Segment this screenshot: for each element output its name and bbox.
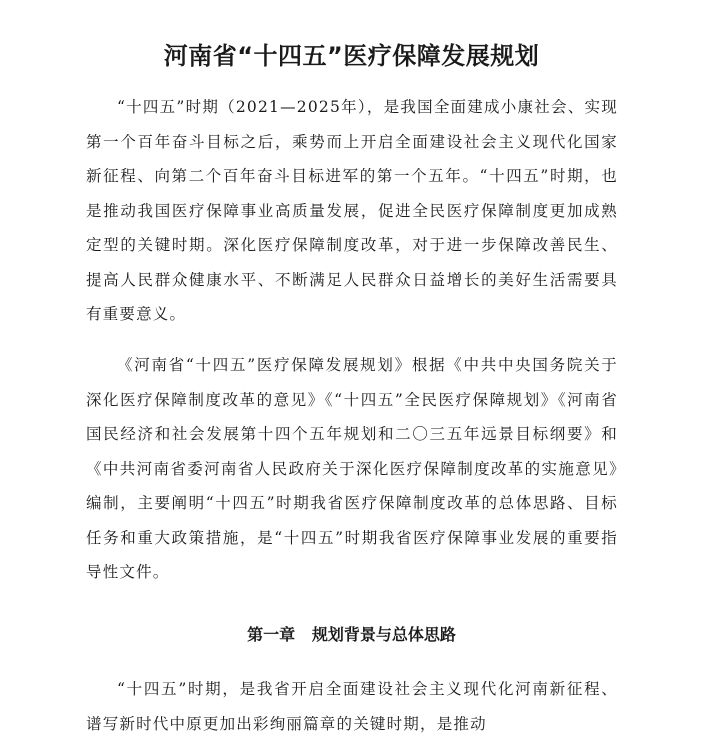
intro-paragraph: “十四五”时期（2021—2025年），是我国全面建成小康社会、实现第一个百年奋斗目标之后，乘势而上开启全面建设社会主义现代化国家新征程、向第二个百年奋斗目标进军的第一个五年。“十四五”时期，也是推动我国医疗保障事业高质量发展，促进全民医疗保障制度更加成熟定型的关键时期。深化医疗保障制度改革，对于进一步保障改善民生、提高人民群众健康水平、不断满足人民群众日益增长的美好生活需要具有重要意义。 (86, 98, 618, 323)
basis-paragraph: 《河南省“十四五”医疗保障发展规划》根据《中共中央国务院关于深化医疗保障制度改革的意见》《“十四五”全民医疗保障规划》《河南省国民经济和社会发展第十四个五年规划和二〇三五年远景目标纲要》和《中共河南省委河南省人民政府关于深化医疗保障制度改革的实施意见》编制，主要阐明“十四五”时期我省医疗保障制度改革的总体思路、目标任务和重大政策措施，是“十四五”时期我省医疗保障事业发展的重要指导性文件。 (86, 356, 618, 581)
chapter-heading: 第一章 规划背景与总体思路 (247, 625, 456, 644)
chapter-paragraph: “十四五”时期，是我省开启全面建设社会主义现代化河南新征程、谱写新时代中原更加出彩绚丽篇章的关键时期，是推动 (86, 680, 618, 733)
document-title: 河南省“十四五”医疗保障发展规划 (163, 42, 540, 70)
